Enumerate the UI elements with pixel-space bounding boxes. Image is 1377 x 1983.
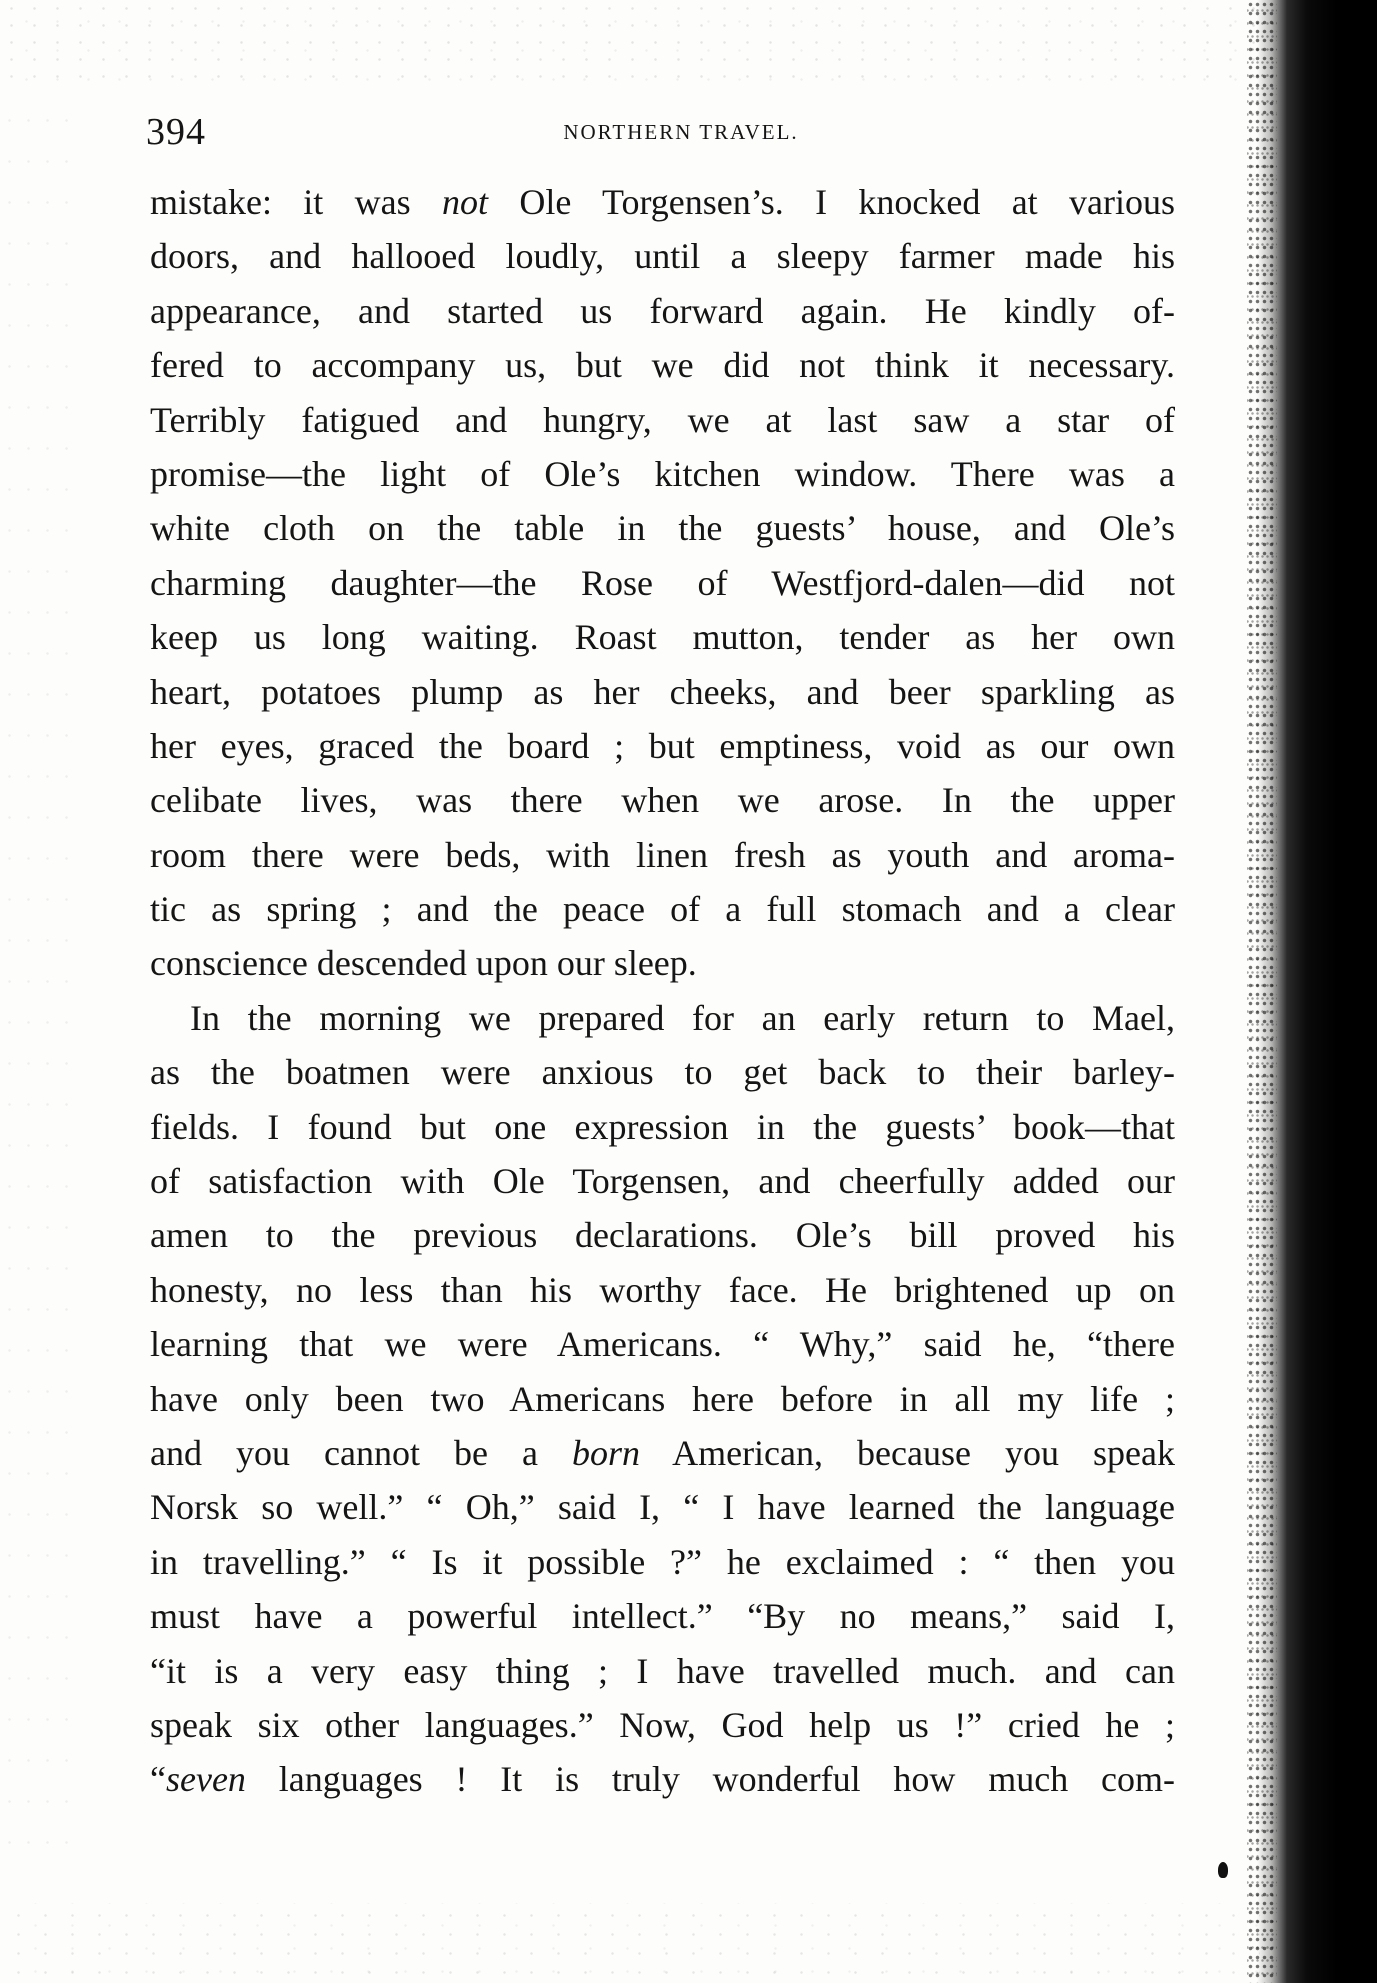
text-line: must have a powerful intellect.” “By no means,” said I, [150,1596,1175,1637]
text-line: charming daughter—the Rose of Westfjord-dalen—did not [150,562,1175,603]
text-line: doors, and hallooed loudly, until a sleepy farmer made his [150,236,1175,277]
text-line [150,175,1175,229]
running-head: NORTHERN TRAVEL. [563,120,799,144]
text-segment: mistake: it was [150,182,442,222]
scan-noise-bottom [0,1903,1260,1983]
scan-noise-top [0,0,1260,90]
text-segment: “ [150,1759,166,1800]
text-line: as the boatmen were anxious to get back to their barley- [150,1052,1175,1093]
italic-word: not [441,182,488,222]
text-line: learning that we were Americans. “ Why,” said he, “there [150,1324,1175,1365]
text-line: celibate lives, was there when we arose. In the upper [150,780,1175,821]
text-line: Terribly fatigued and hungry, we at last saw a star of [150,399,1175,440]
ink-blot-mark [1218,1862,1228,1878]
text-segment: Ole Torgensen’s. I knocked at various [487,182,1175,222]
page-number: 394 [146,111,206,153]
text-line: appearance, and started us forward again. He kindly of- [150,290,1175,331]
text-line: Norsk so well.” “ Oh,” said I, “ I have learned the language [150,1487,1175,1528]
text-line-paragraph-start: In the morning we prepared for an early return to Mael, [190,997,1175,1038]
scan-noise-left [0,100,70,1880]
text-line: fered to accompany us, but we did not think it necessary. [150,345,1175,386]
italic-word: seven [165,1759,246,1800]
text-line: white cloth on the table in the guests’ house, and Ole’s [150,508,1175,549]
text-line: heart, potatoes plump as her cheeks, and beer sparkling as [150,671,1175,712]
body-text [150,175,1175,1807]
text-line: of satisfaction with Ole Torgensen, and cheerfully added our [150,1161,1175,1202]
text-line [150,1426,1175,1480]
text-line: room there were beds, with linen fresh as youth and aroma- [150,834,1175,875]
text-line: tic as spring ; and the peace of a full stomach and a clear [150,889,1175,930]
text-line: amen to the previous declarations. Ole’s bill proved his [150,1215,1175,1256]
text-line: honesty, no less than his worthy face. He brightened up on [150,1269,1175,1310]
text-line: have only been two Americans here before in all my life ; [150,1378,1175,1419]
text-segment: and you cannot be a [150,1432,573,1473]
page-header [146,108,1176,156]
text-segment: languages ! It is truly wonderful how much com- [245,1759,1175,1800]
text-line: keep us long waiting. Roast mutton, tender as her own [150,617,1175,658]
spine-edge-speckle [1247,0,1277,1983]
text-line: speak six other languages.” Now, God help us !” cried he ; [150,1704,1175,1745]
italic-word: born [572,1432,641,1473]
text-line: conscience descended upon our sleep. [150,943,697,984]
text-line: fields. I found but one expression in the guests’ book—that [150,1106,1175,1147]
text-line: in travelling.” “ Is it possible ?” he exclaimed : “ then you [150,1541,1175,1582]
text-line: her eyes, graced the board ; but emptiness, void as our own [150,725,1175,766]
text-line [150,1752,1175,1806]
text-segment: American, because you speak [640,1432,1175,1473]
text-line: “it is a very easy thing ; I have travelled much. and can [150,1650,1175,1691]
text-line: promise—the light of Ole’s kitchen window. There was a [150,453,1175,494]
